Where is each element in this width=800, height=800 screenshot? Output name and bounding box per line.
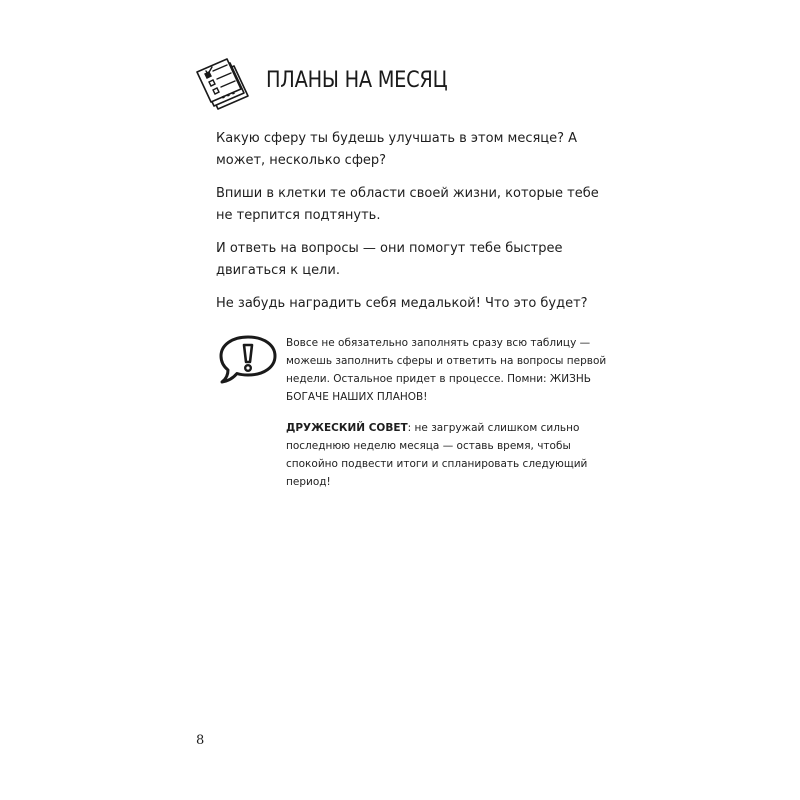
tip-note: Вовсе не обязательно заполнять сразу всю таблицу — можешь заполнить сферы и ответить на вопросы первой недели. Остальное придет в процессе. Помни: ЖИЗНЬ БОГАЧЕ НАШИХ ПЛАНОВ! xyxy=(286,337,607,403)
section-header xyxy=(196,52,616,116)
intro-paragraph: Какую сферу ты будешь улучшать в этом месяце? А может, несколько сфер? xyxy=(216,131,578,168)
advice-text: : не загружай слишком сильно последнюю неделю месяца — оставь время, чтобы спокойно подвести итоги и спланировать следующий период! xyxy=(286,422,588,488)
intro-paragraph: И ответь на вопросы — они помогут тебе быстрее двигаться к цели. xyxy=(216,241,563,278)
tip-advice xyxy=(286,419,622,491)
intro-paragraph: Впиши в клетки те области своей жизни, которые тебе не терпится подтянуть. xyxy=(216,186,599,223)
page-title: ПЛАНЫ НА МЕСЯЦ xyxy=(266,68,448,93)
tip-callout xyxy=(218,334,618,488)
intro-paragraph: Не забудь наградить себя медалькой! Что это будет? xyxy=(216,296,588,311)
intro-text xyxy=(216,128,604,326)
tip-text xyxy=(286,334,622,504)
page-number: 8 xyxy=(196,733,205,748)
advice-label: ДРУЖЕСКИЙ СОВЕТ xyxy=(286,422,408,434)
checklist-papers-icon xyxy=(196,52,256,114)
exclamation-speech-bubble-icon xyxy=(218,334,278,386)
